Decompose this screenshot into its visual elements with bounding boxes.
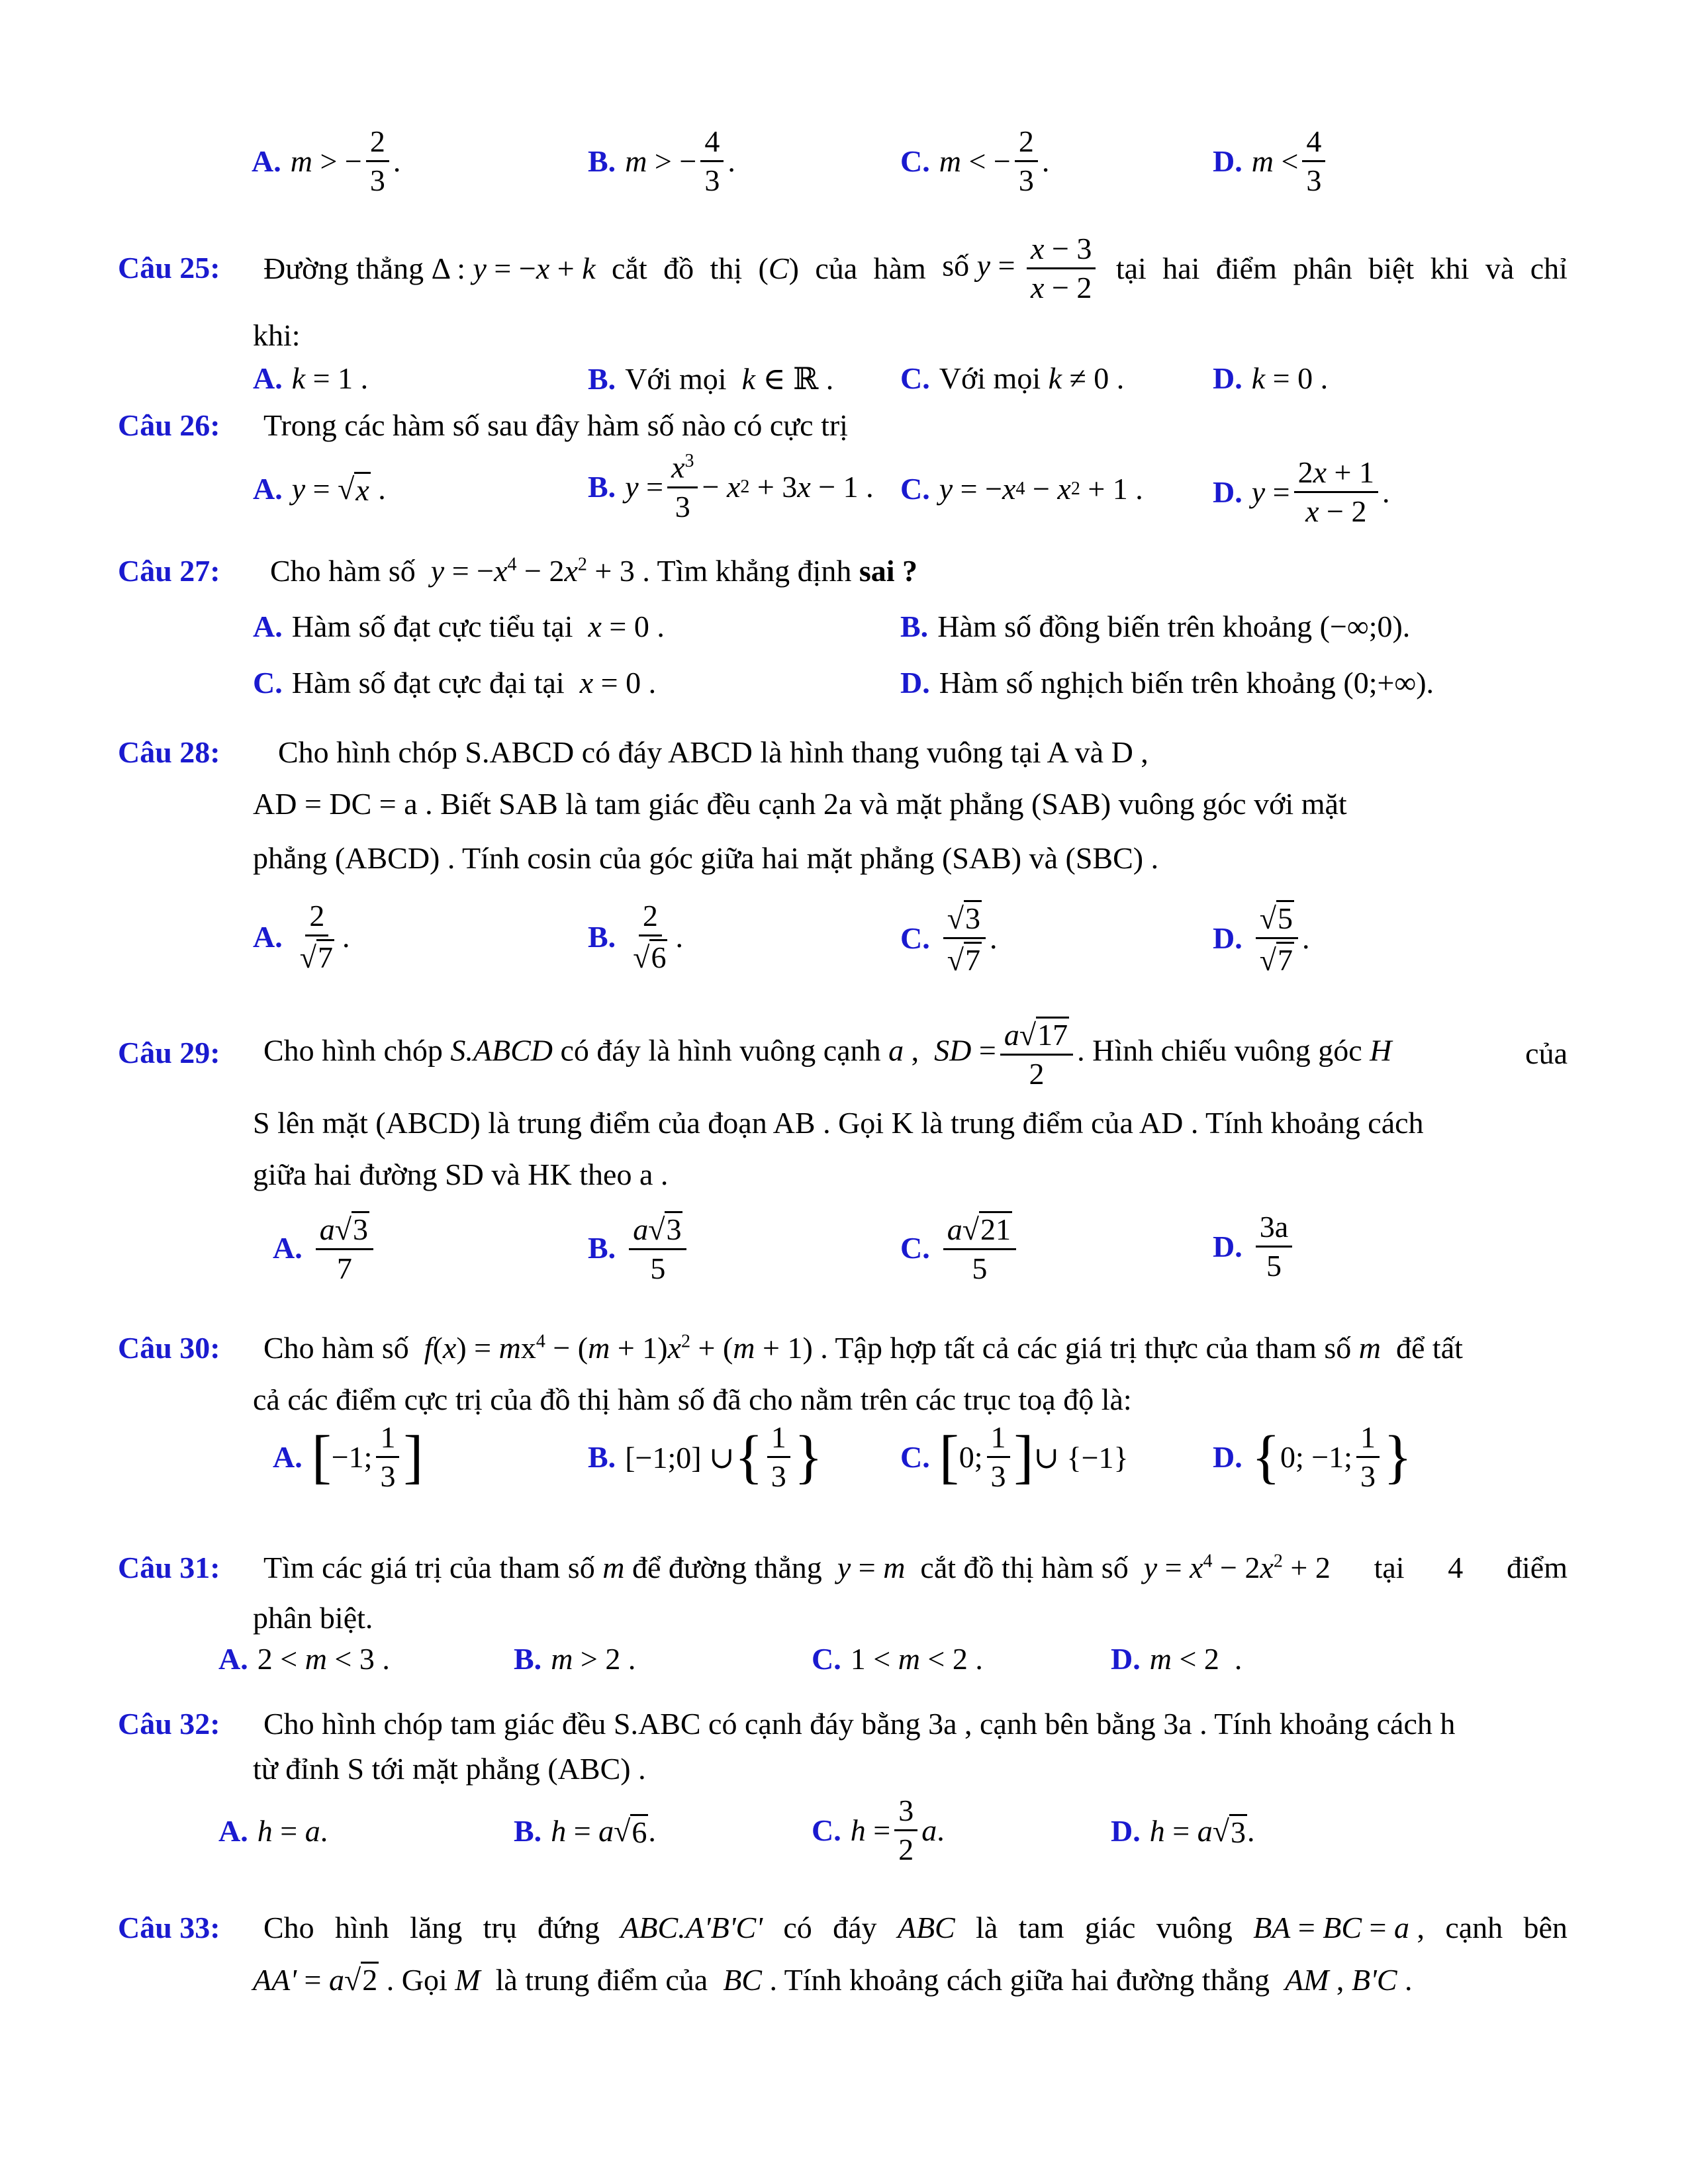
question-text-cont: phân biệt. [253,1601,373,1635]
q28-option-a: A. $\frac{2}{√7}$ . [253,899,350,975]
q29-option-b: B. $\frac{a√3}{5}$ [588,1211,690,1285]
question-number: Câu 31: [118,1551,220,1584]
question-text-cont: từ đỉnh S tới mặt phẳng (ABC) . [253,1752,646,1786]
q26-option-b: B. y = $\frac{x^3}{3}$ − x 2 + 3 x − 1 . [588,450,874,523]
q24-option-c: C. m < − $\frac{2}{3}$ . [900,124,1050,198]
question-number: Câu 30: [118,1331,220,1365]
q31-option-b: B. m > 2 . [514,1642,636,1676]
question-text-cont: AA' = a√2 . Gọi M là trung điểm của BC . Tính khoảng cách giữa hai đường thẳng AM , B'C . [253,1963,1413,1997]
question-text-cont: AD = DC = a . Biết SAB là tam giác đều cạnh 2a và mặt phẳng (SAB) vuông góc với mặt [253,787,1347,821]
q31-option-c: C. 1 < m < 2 . [812,1642,983,1676]
q29-option-d: D. $\frac{3a}{5}$ [1213,1211,1296,1283]
question-number: Câu 32: [118,1707,220,1741]
q28-option-b: B. $\frac{2}{√6}$ . [588,899,683,975]
q28-option-d: D. $\frac{√5}{√7}$ . [1213,901,1310,978]
question-text: Tìm các giá trị của tham số m để đường thẳng y = m cắt đồ thị hàm số $y = x^4 - 2x^2 + 2$ tại 4 điểm [263,1551,1568,1584]
q26-option-d: D. y = $\frac{2x + 1}{x - 2}$ . [1213,455,1390,529]
question-text: Cho hàm số $f(x) = mx^4 - (m + 1)x^2 + (m + 1)$ . Tập hợp tất cả các giá trị thực của tham số m để tất [263,1331,1463,1365]
q24-option-b: B. m > − $\frac{4}{3}$ . [588,124,735,198]
q25-option-c: C. Với mọi k ≠ 0 . [900,361,1125,395]
question-number: Câu 25: [118,251,220,285]
question-text-cont: S lên mặt (ABCD) là trung điểm của đoạn AB . Gọi K là trung điểm của AD . Tính khoảng cách [253,1106,1424,1140]
q25-option-d: D. k = 0 . [1213,361,1329,395]
q32-option-d: D. h = a √ 3 . [1111,1814,1255,1849]
q27-option-d: D. Hàm số nghịch biến trên khoảng (0;+∞). [900,666,1434,700]
q24-option-d: D. m < $\frac{4}{3}$ [1213,126,1329,197]
question-number: Câu 33: [118,1911,220,1944]
q28-option-c: C. $\frac{√3}{√7}$ . [900,901,998,978]
question-text: Đường thẳng Δ : y = −x + k cắt đồ thị (C) của hàm số y = $\frac{x - 3}{x - 2}$ tại hai điểm phân biệt khi và chỉ [263,232,1568,305]
q31-option-d: D. m < 2 . [1111,1642,1243,1676]
q25-option-a: A. k = 1 . [253,361,369,395]
q27-option-b: B. Hàm số đồng biến trên khoảng (−∞;0). [900,610,1411,643]
q32-option-c: C. h = $\frac{3}{2}$ a . [812,1794,945,1867]
q27-option-a: A. Hàm số đạt cực tiểu tại x = 0 . [253,610,665,643]
q31-option-a: A. 2 < m < 3 . [218,1642,390,1676]
question-text: Cho hình lăng trụ đứng ABC.A'B'C' có đáy ABC là tam giác vuông BA = BC = a , cạnh bên [263,1911,1568,1944]
question-text: Cho hàm số $y = -x^4 - 2x^2 + 3$ . Tìm khẳng định sai ? [270,554,918,588]
q30-option-d: D. { 0; −1; $\frac{1}{3}$ } [1213,1420,1413,1494]
question-text: Trong các hàm số sau đây hàm số nào có cực trị [263,408,848,442]
q25-option-b: B. Với mọi k ∈ ℝ . [588,361,834,396]
question-number: Câu 28: [118,735,220,769]
question-text-cont: cả các điểm cực trị của đồ thị hàm số đã cho nằm trên các trục toạ độ là: [253,1383,1132,1416]
q26-option-a: A. y = √ x . [253,472,386,507]
q30-option-a: A. [ −1; $\frac{1}{3}$ ] [273,1420,424,1494]
question-text: Cho hình chóp S.ABCD có đáy ABCD là hình thang vuông tại A và D , [278,735,1149,769]
question-text: Cho hình chóp S.ABCD có đáy là hình vuông cạnh a , SD = $\frac{a√17}{2}$ . Hình chiếu vuông góc H của [263,1018,1568,1091]
q26-option-c: C. y = − x 4 − x 2 + 1 . [900,472,1143,506]
question-text: Cho hình chóp tam giác đều S.ABC có cạnh đáy bằng 3a , cạnh bên bằng 3a . Tính khoảng cách h [263,1707,1456,1741]
question-text-cont: khi: [253,318,301,352]
q29-option-c: C. $\frac{a√21}{5}$ [900,1211,1020,1285]
question-text-cont: giữa hai đường SD và HK theo a . [253,1158,669,1191]
question-text-cont: phẳng (ABCD) . Tính cosin của góc giữa hai mặt phẳng (SAB) và (SBC) . [253,841,1159,875]
q27-option-c: C. Hàm số đạt cực đại tại x = 0 . [253,666,657,700]
q29-option-a: A. $\frac{a√3}{7}$ [273,1211,377,1285]
q30-option-c: C. [ 0; $\frac{1}{3}$ ] ∪ {−1} [900,1420,1129,1494]
q32-option-b: B. h = a √ 6 . [514,1814,656,1849]
q32-option-a: A. h = a . [218,1814,328,1848]
q24-option-a: A. m > − $\frac{2}{3}$ . [252,124,401,198]
question-number: Câu 29: [118,1036,220,1069]
q30-option-b: B. [−1;0] ∪ { $\frac{1}{3}$ } [588,1420,823,1494]
question-number: Câu 26: [118,408,220,442]
question-number: Câu 27: [118,554,220,588]
